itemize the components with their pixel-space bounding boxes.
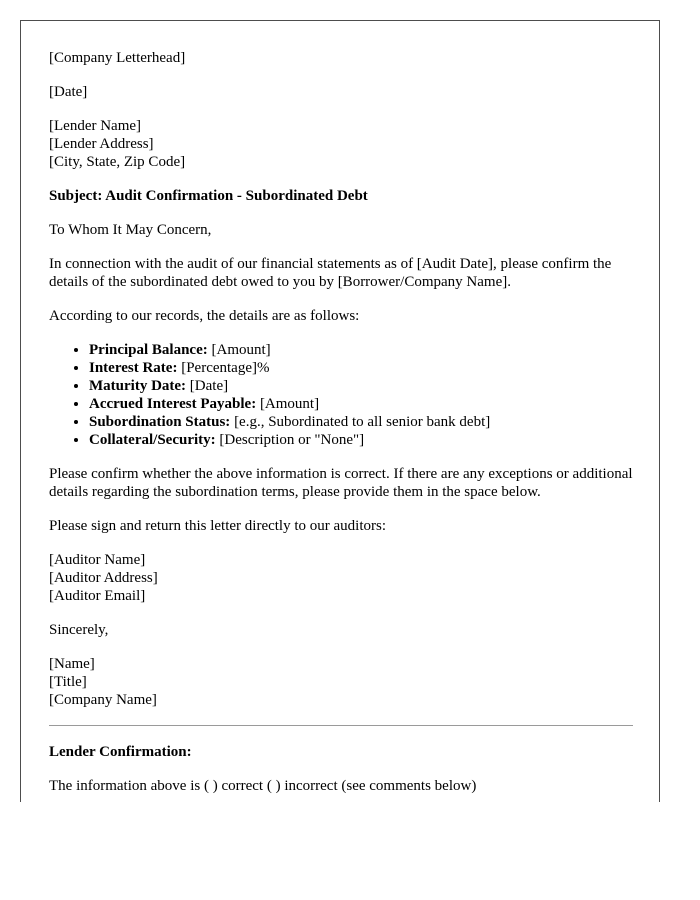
letter-content — [49, 49, 633, 795]
auditor-email: [Auditor Email] — [49, 588, 146, 604]
detail-accrued-interest — [89, 395, 633, 413]
detail-label: Accrued Interest Payable: — [89, 396, 257, 412]
lender-city: [City, State, Zip Code] — [49, 154, 186, 170]
signer-name: [Name] — [49, 656, 95, 672]
auditor-name: [Auditor Name] — [49, 552, 146, 568]
salutation: To Whom It May Concern, — [49, 222, 212, 238]
confirm-request-paragraph: Please confirm whether the above information is correct. If there are any exceptions or additional details regarding the subordination terms, please provide them in the space below. — [49, 466, 633, 500]
signer-company: [Company Name] — [49, 692, 157, 708]
closing: Sincerely, — [49, 622, 109, 638]
detail-value: [e.g., Subordinated to all senior bank debt] — [230, 414, 491, 430]
subject-line — [49, 187, 633, 205]
detail-value: [Amount] — [207, 342, 271, 358]
debt-details-list — [49, 341, 633, 449]
detail-value: [Amount] — [256, 396, 320, 412]
return-instruction: Please sign and return this letter directly to our auditors: — [49, 518, 387, 534]
lender-confirmation-heading-text: Lender Confirmation: — [49, 744, 192, 760]
subject-text: Subject: Audit Confirmation - Subordinated Debt — [49, 188, 368, 204]
detail-collateral-security — [89, 431, 633, 449]
detail-value: [Percentage]% — [177, 360, 270, 376]
signature-block — [49, 655, 633, 709]
lender-address-block — [49, 117, 633, 171]
records-intro: According to our records, the details are as follows: — [49, 308, 360, 324]
lender-address: [Lender Address] — [49, 136, 154, 152]
detail-label: Principal Balance: — [89, 342, 208, 358]
section-divider — [49, 725, 633, 726]
detail-maturity-date — [89, 377, 633, 395]
detail-interest-rate — [89, 359, 633, 377]
detail-principal-balance — [89, 341, 633, 359]
detail-value: [Date] — [186, 378, 229, 394]
detail-label: Subordination Status: — [89, 414, 231, 430]
lender-confirmation-statement: The information above is ( ) correct ( ) incorrect (see comments below) — [49, 778, 477, 794]
detail-value: [Description or "None"] — [215, 432, 365, 448]
letter-page — [20, 20, 660, 802]
auditor-address-block — [49, 551, 633, 605]
detail-label: Interest Rate: — [89, 360, 178, 376]
detail-subordination-status — [89, 413, 633, 431]
company-letterhead: [Company Letterhead] — [49, 50, 186, 66]
signer-title: [Title] — [49, 674, 87, 690]
detail-label: Maturity Date: — [89, 378, 187, 394]
lender-confirmation-heading — [49, 743, 633, 761]
lender-name: [Lender Name] — [49, 118, 142, 134]
detail-label: Collateral/Security: — [89, 432, 216, 448]
auditor-address: [Auditor Address] — [49, 570, 158, 586]
letter-date: [Date] — [49, 84, 88, 100]
intro-paragraph: In connection with the audit of our financial statements as of [Audit Date], please confirm the details of the subordinated debt owed to you by [Borrower/Company Name]. — [49, 256, 612, 290]
